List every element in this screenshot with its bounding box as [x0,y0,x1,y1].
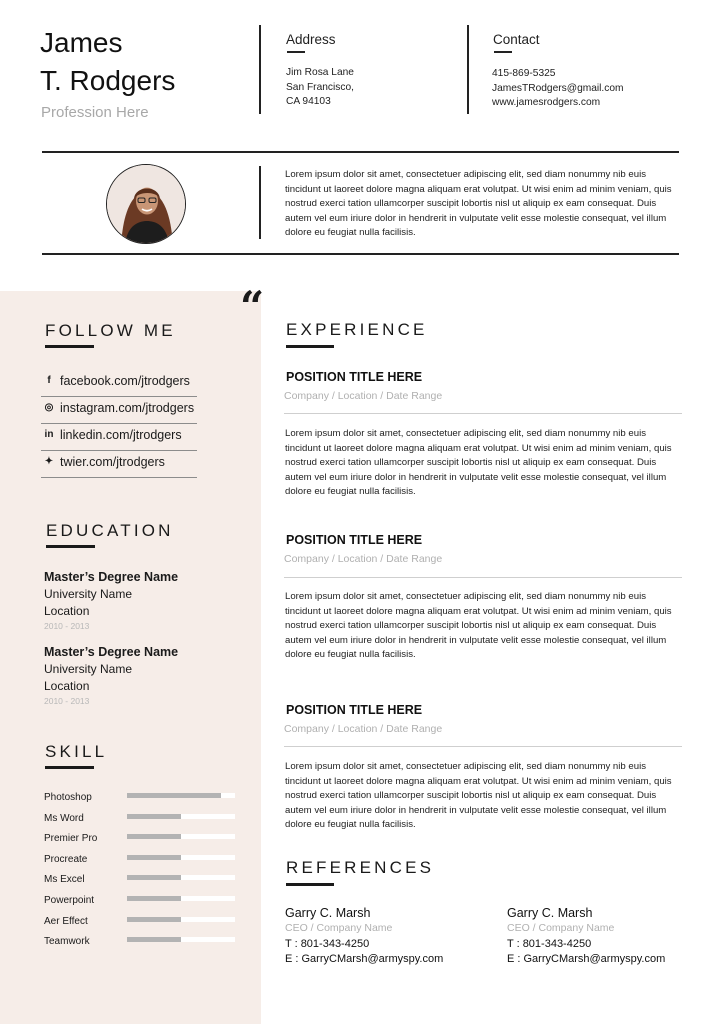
skill-bar-fill [127,937,181,942]
social-label[interactable]: linkedin.com/jtrodgers [60,428,182,442]
skill-bar-fill [127,814,181,819]
skill-bar-fill [127,896,181,901]
profile-divider [259,166,261,239]
skill-bar-fill [127,855,181,860]
first-name: James [40,27,123,58]
experience-divider [284,577,682,578]
experience-position: POSITION TITLE HERE [286,533,423,547]
education-university: University Name [44,587,133,601]
instagram-icon: ◎ [44,402,54,413]
education-entry [44,569,178,632]
skill-bar-track [127,855,235,860]
skill-bar-fill [127,875,181,880]
experience-title: EXPERIENCE [286,320,428,339]
skill-bar-fill [127,917,181,922]
social-label[interactable]: instagram.com/jtrodgers [60,401,195,415]
experience-description: Lorem ipsum dolor sit amet, consectetuer adipiscing elit, sed diam nonummy nib euis tincidunt ut laoreet dolore magna aliquam erat volutpat. Ut wisi enim ad minim veniam, quis nostrud exerci tation ullamcorper suscipit lobortis nisl ut aliquip ex eam consequat. Duis autem vel eum iriure dolor in hendrerit in vulputate velit esse molestie consequat, vel illum dolore eu feugiat nulla facilisis. [285,428,672,498]
address-title-underline [287,51,305,53]
social-item-linkedin[interactable] [41,424,197,451]
experience-meta: Company / Location / Date Range [284,723,443,735]
last-name: T. Rodgers [40,65,176,96]
experience-title-underline [286,345,334,348]
education-title: EDUCATION [46,521,174,540]
reference-phone: T : 801-343-4250 [507,937,592,950]
skill-name: Powerpoint [44,895,95,906]
follow-title-underline [45,345,94,348]
reference-email[interactable]: E : GarryCMarsh@armyspy.com [507,952,666,965]
experience-description: Lorem ipsum dolor sit amet, consectetuer adipiscing elit, sed diam nonummy nib euis tincidunt ut laoreet dolore magna aliquam erat volutpat. Ut wisi enim ad minim veniam, quis nostrud exerci tation ullamcorper suscipit lobortis nisl ut aliquip ex eam consequat. Duis autem vel eum iriure dolor in hendrerit in vulputate velit esse molestie consequat, vel illum dolore eu feugiat nulla facilisis. [285,591,672,661]
experience-divider [284,746,682,747]
skill-bar-track [127,875,235,880]
education-entry [44,644,178,707]
quote-mark-icon: “ [240,282,265,331]
profile-summary: Lorem ipsum dolor sit amet, consectetuer adipiscing elit, sed diam nonummy nib euis tincidunt ut laoreet dolore magna aliquam erat volutpat. Ut wisi enim ad minim veniam, quis nostrud exerci tation ullamcorper suscipit lobortis nisl ut aliquip ex eam consequat. Duis autem vel eum iriure dolor in hendrerit in vulputate velit esse molestie consequat, vel illum dolore eu feugiat nulla facilisis. [285,169,672,239]
reference-entry [285,906,443,967]
education-dates: 2010 - 2013 [44,696,90,706]
profession: Profession Here [41,104,149,121]
follow-title: FOLLOW ME [45,321,176,340]
skill-title: SKILL [45,742,108,761]
skill-bar-track [127,834,235,839]
skill-bar-track [127,896,235,901]
reference-role: CEO / Company Name [285,922,393,935]
contact-title: Contact [493,32,540,47]
experience-description: Lorem ipsum dolor sit amet, consectetuer adipiscing elit, sed diam nonummy nib euis tincidunt ut laoreet dolore magna aliquam erat volutpat. Ut wisi enim ad minim veniam, quis nostrud exerci tation ullamcorper suscipit lobortis nisl ut aliquip ex eam consequat. Duis autem vel eum iriure dolor in hendrerit in vulputate velit esse molestie consequat, vel illum dolore eu feugiat nulla facilisis. [285,761,672,831]
education-location: Location [44,679,90,693]
references-title-underline [286,883,334,886]
skill-name: Procreate [44,853,88,865]
reference-entry [507,906,665,967]
skill-title-underline [45,766,94,769]
experience-meta: Company / Location / Date Range [284,390,443,402]
skill-name: Ms Excel [44,874,85,886]
linkedin-icon: in [44,429,54,440]
skill-name: Teamwork [44,936,90,948]
header-divider-2 [467,25,469,114]
skill-bar-track [127,814,235,819]
reference-name: Garry C. Marsh [507,906,593,920]
education-dates: 2010 - 2013 [44,621,90,631]
address-block [286,66,354,110]
social-item-twitter[interactable] [41,451,197,478]
skill-name: Ms Word [44,812,84,824]
skill-name: Photoshop [44,792,92,803]
education-location: Location [44,604,90,618]
reference-email[interactable]: E : GarryCMarsh@armyspy.com [285,952,444,965]
address-line-3: CA 94103 [286,96,331,107]
social-item-facebook[interactable] [41,370,197,397]
contact-title-underline [494,51,512,53]
social-label[interactable]: twier.com/jtrodgers [60,455,165,469]
address-line-1: Jim Rosa Lane [286,67,354,78]
contact-website[interactable]: www.jamesrodgers.com [492,97,601,108]
reference-role: CEO / Company Name [507,922,615,935]
contact-block [492,67,624,111]
social-item-instagram[interactable] [41,397,197,424]
profile-photo-illustration [107,165,186,244]
skill-name: Premier Pro [44,833,98,845]
skill-bar-track [127,917,235,922]
twitter-icon: ✦ [44,456,54,467]
profile-top-rule [42,151,679,153]
facebook-icon: f [47,375,51,386]
references-title: REFERENCES [286,858,435,877]
skill-name: Aer Effect [44,915,88,927]
experience-divider [284,413,682,414]
education-university: University Name [44,662,133,676]
skill-bar-track [127,793,235,798]
experience-position: POSITION TITLE HERE [286,370,423,384]
profile-bottom-rule [42,253,679,255]
skill-bar-fill [127,834,181,839]
header-divider-1 [259,25,261,114]
reference-phone: T : 801-343-4250 [285,937,370,950]
skill-bar-fill [127,793,221,798]
contact-phone: 415-869-5325 [492,68,556,79]
address-line-2: San Francisco, [286,81,354,93]
social-label[interactable]: facebook.com/jtrodgers [60,374,190,388]
address-title: Address [286,32,336,47]
experience-position: POSITION TITLE HERE [286,703,423,717]
experience-meta: Company / Location / Date Range [284,553,443,565]
education-title-underline [46,545,95,548]
skill-bar-track [127,937,235,942]
profile-photo [106,164,186,244]
education-degree: Master’s Degree Name [44,570,179,584]
contact-email[interactable]: JamesTRodgers@gmail.com [492,82,624,94]
education-degree: Master’s Degree Name [44,645,179,659]
reference-name: Garry C. Marsh [285,906,371,920]
